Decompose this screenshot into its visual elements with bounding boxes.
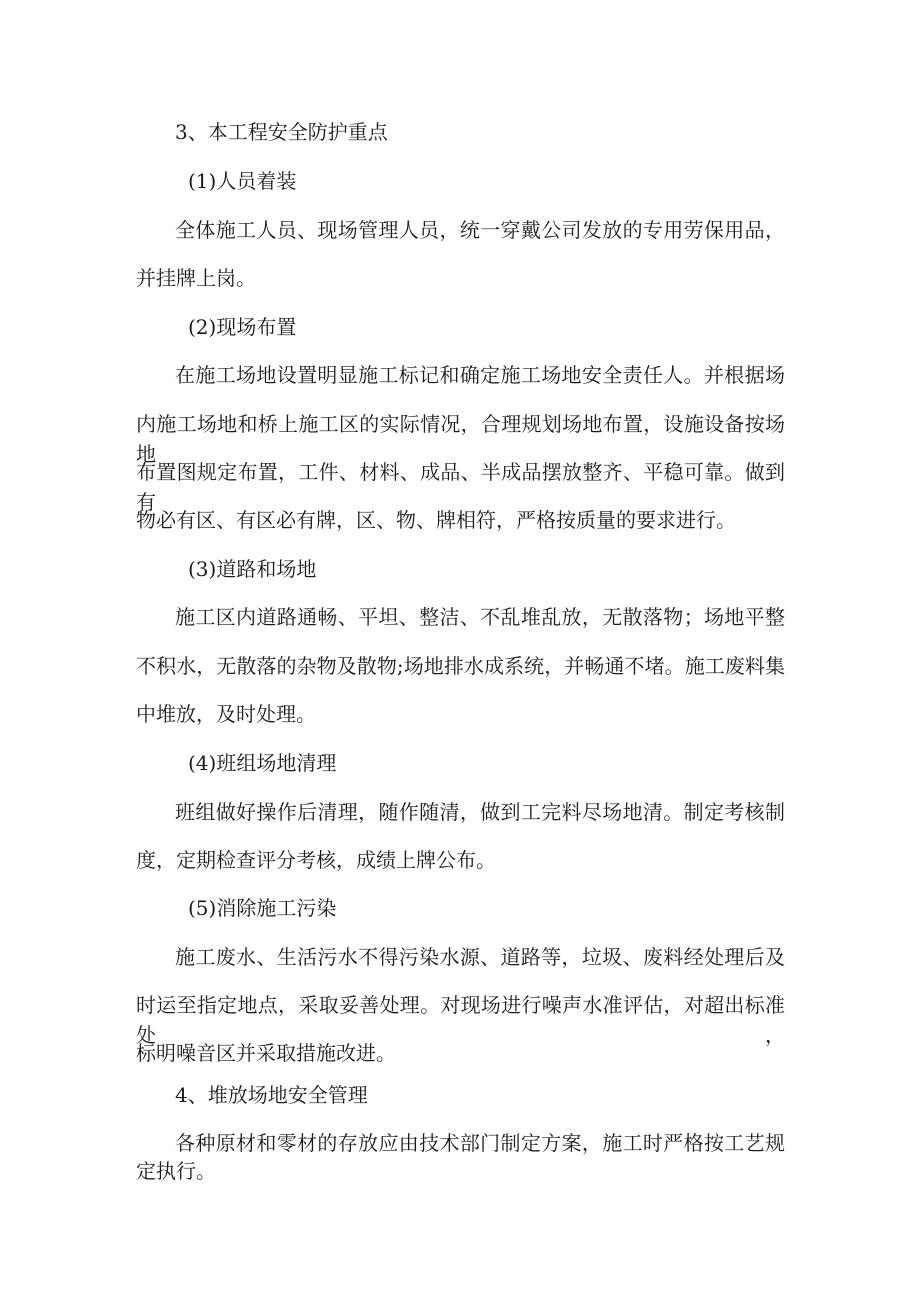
subsection-heading: (5)消除施工污染	[188, 896, 337, 920]
paragraph-line: 各种原材和零材的存放应由技术部门制定方案，施工时严格按工艺规	[175, 1131, 785, 1155]
subsection-heading: (2)现场布置	[188, 315, 297, 339]
paragraph-line: 全体施工人员、现场管理人员，统一穿戴公司发放的专用劳保用品，	[175, 218, 785, 242]
paragraph-line: 班组做好操作后清理，随作随清，做到工完料尽场地清。制定考核制	[175, 800, 785, 824]
section-heading: 3、本工程安全防护重点	[175, 120, 388, 144]
paragraph-line: 施工废水、生活污水不得污染水源、道路等，垃圾、废料经处理后及	[175, 945, 785, 969]
paragraph-line: 并挂牌上岗。	[136, 266, 256, 290]
paragraph-line: 度，定期检查评分考核，成绩上牌公布。	[136, 848, 496, 872]
subsection-heading: (1)人员着装	[188, 169, 297, 193]
paragraph-line: 施工区内道路通畅、平坦、整洁、不乱堆乱放，无散落物；场地平整	[175, 605, 785, 629]
paragraph-line: 中堆放，及时处理。	[136, 702, 316, 726]
paragraph-line: 定执行。	[136, 1159, 216, 1183]
paragraph-line: 时运至指定地点，采取妥善处理。对现场进行噪声水准评估，对超出标准处，	[136, 993, 785, 1047]
paragraph-line: 物必有区、有区必有牌，区、物、牌相符，严格按质量的要求进行。	[136, 508, 736, 532]
section-heading: 4、堆放场地安全管理	[175, 1083, 368, 1107]
paragraph-line: 布置图规定布置，工件、材料、成品、半成品摆放整齐、平稳可靠。做到有	[136, 460, 785, 514]
paragraph-line: 内施工场地和桥上施工区的实际情况，合理规划场地布置，设施设备按场地	[136, 412, 785, 466]
paragraph-line: 在施工场地设置明显施工标记和确定施工场地安全责任人。并根据场	[175, 363, 785, 387]
subsection-heading: (3)道路和场地	[188, 557, 317, 581]
subsection-heading: (4)班组场地清理	[188, 751, 337, 775]
paragraph-line: 不积水，无散落的杂物及散物;场地排水成系统，并畅通不堵。施工废料集	[136, 654, 785, 678]
paragraph-line: 标明噪音区并采取措施改进。	[136, 1041, 396, 1065]
